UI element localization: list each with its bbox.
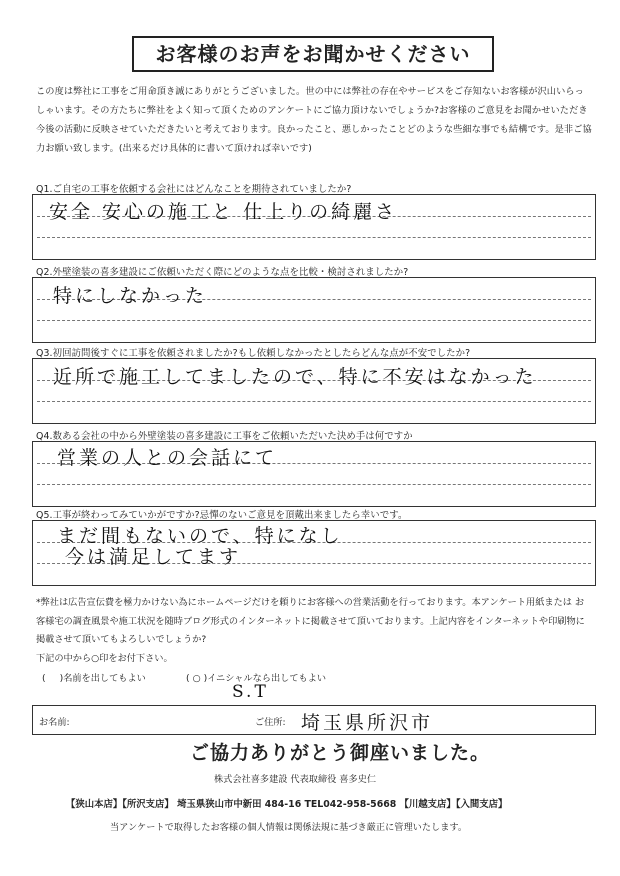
option-name-ok-label: 名前を出してもよい	[63, 673, 146, 684]
question-5-answer-box	[32, 520, 596, 586]
question-3-answer: 近所で施工してましたので、特に不安はなかった	[53, 366, 537, 388]
publication-note: *弊社は広告宣伝費を極力かけない為にホームページだけを頼りにお客様への営業活動を行っております。本アンケート用紙または お客様宅の調査風景や施工状況を随時ブログ形式のインターネットに掲載させて頂いております。上記内容をインターネットや印刷物に掲載させて頂いてもよろしいでしょうか?	[36, 597, 585, 645]
question-4-answer-box	[32, 441, 596, 507]
question-1-answer: 安全 安心の施工と 仕上りの綺麗さ	[49, 201, 398, 223]
company-signature: 株式会社喜多建設 代表取締役 喜多史仁	[214, 774, 377, 785]
address-value: 埼玉県所沢市	[301, 712, 434, 734]
question-5-answer-line1: まだ間もないので、特になし	[57, 525, 343, 547]
name-label: お名前:	[39, 717, 70, 728]
question-5-label: Q5.工事が終わってみていかがですか?忌憚のないご意見を頂戴出来ましたら幸いです。	[36, 510, 408, 521]
question-2-answer-box	[32, 277, 596, 343]
branch-list: 【狭山本店】【所沢支店】 埼玉県狭山市中新田 484-16 TEL042-958-5668 【川越支店】【入間支店】	[66, 799, 508, 810]
question-3-label: Q3.初回訪問後すぐに工事を依頼されましたか?もし依頼しなかったとしたらどんな点が不安でしたか?	[36, 348, 471, 359]
option-initials-ok: ( ○ )イニシャルなら出してもよい	[186, 673, 327, 684]
name-address-bar	[32, 705, 596, 735]
option-name-ok: ( )名前を出してもよい	[42, 673, 146, 684]
question-2-answer: 特にしなかった	[53, 285, 208, 307]
thanks-message: ご協力ありがとう御座いました。	[190, 742, 491, 764]
question-1-answer-box	[32, 194, 596, 260]
initials-handwritten: S.T	[232, 682, 269, 702]
question-1-label: Q1.ご自宅の工事を依頼する会社にはどんなことを期待されていましたか?	[36, 184, 352, 195]
question-4-label: Q4.数ある会社の中から外壁塗装の喜多建設に工事をご依頼いただいた決め手は何ですか	[36, 431, 413, 442]
selected-circle-mark: ○	[192, 673, 201, 684]
intro-text: この度は弊社に工事をご用命頂き誠にありがとうございました。世の中には弊社の存在やサービスをご存知ないお客様が沢山いらっしゃいます。その方たちに弊社をよく知って頂くためのアンケートにご協力頂けないでしょうか?お客様のご意見をお聞かせいただき今後の活動に反映させていただきたいと考えております。良かったこと、悪しかったことどのような些細な事でも結構です。是非ご協力お願い致します。(出来るだけ具体的に書いて頂ければ幸いです)	[36, 86, 592, 154]
page-title: お客様のお声をお聞かせください	[132, 36, 494, 72]
question-2-label: Q2.外壁塗装の喜多建設にご依頼いただく際にどのような点を比較・検討されましたか?	[36, 267, 409, 278]
choose-instruction: 下記の中から○印をお付下さい。	[36, 653, 173, 664]
privacy-note: 当アンケートで取得したお客様の個人情報は関係法規に基づき厳正に管理いたします。	[110, 822, 468, 833]
option-initials-ok-label: イニシャルなら出してもよい	[207, 673, 327, 684]
address-label: ご住所:	[255, 717, 286, 728]
question-4-answer: 営業の人との会話にて	[57, 447, 278, 469]
question-3-answer-box	[32, 358, 596, 424]
question-5-answer-line2: 今は満足してます	[65, 546, 242, 568]
